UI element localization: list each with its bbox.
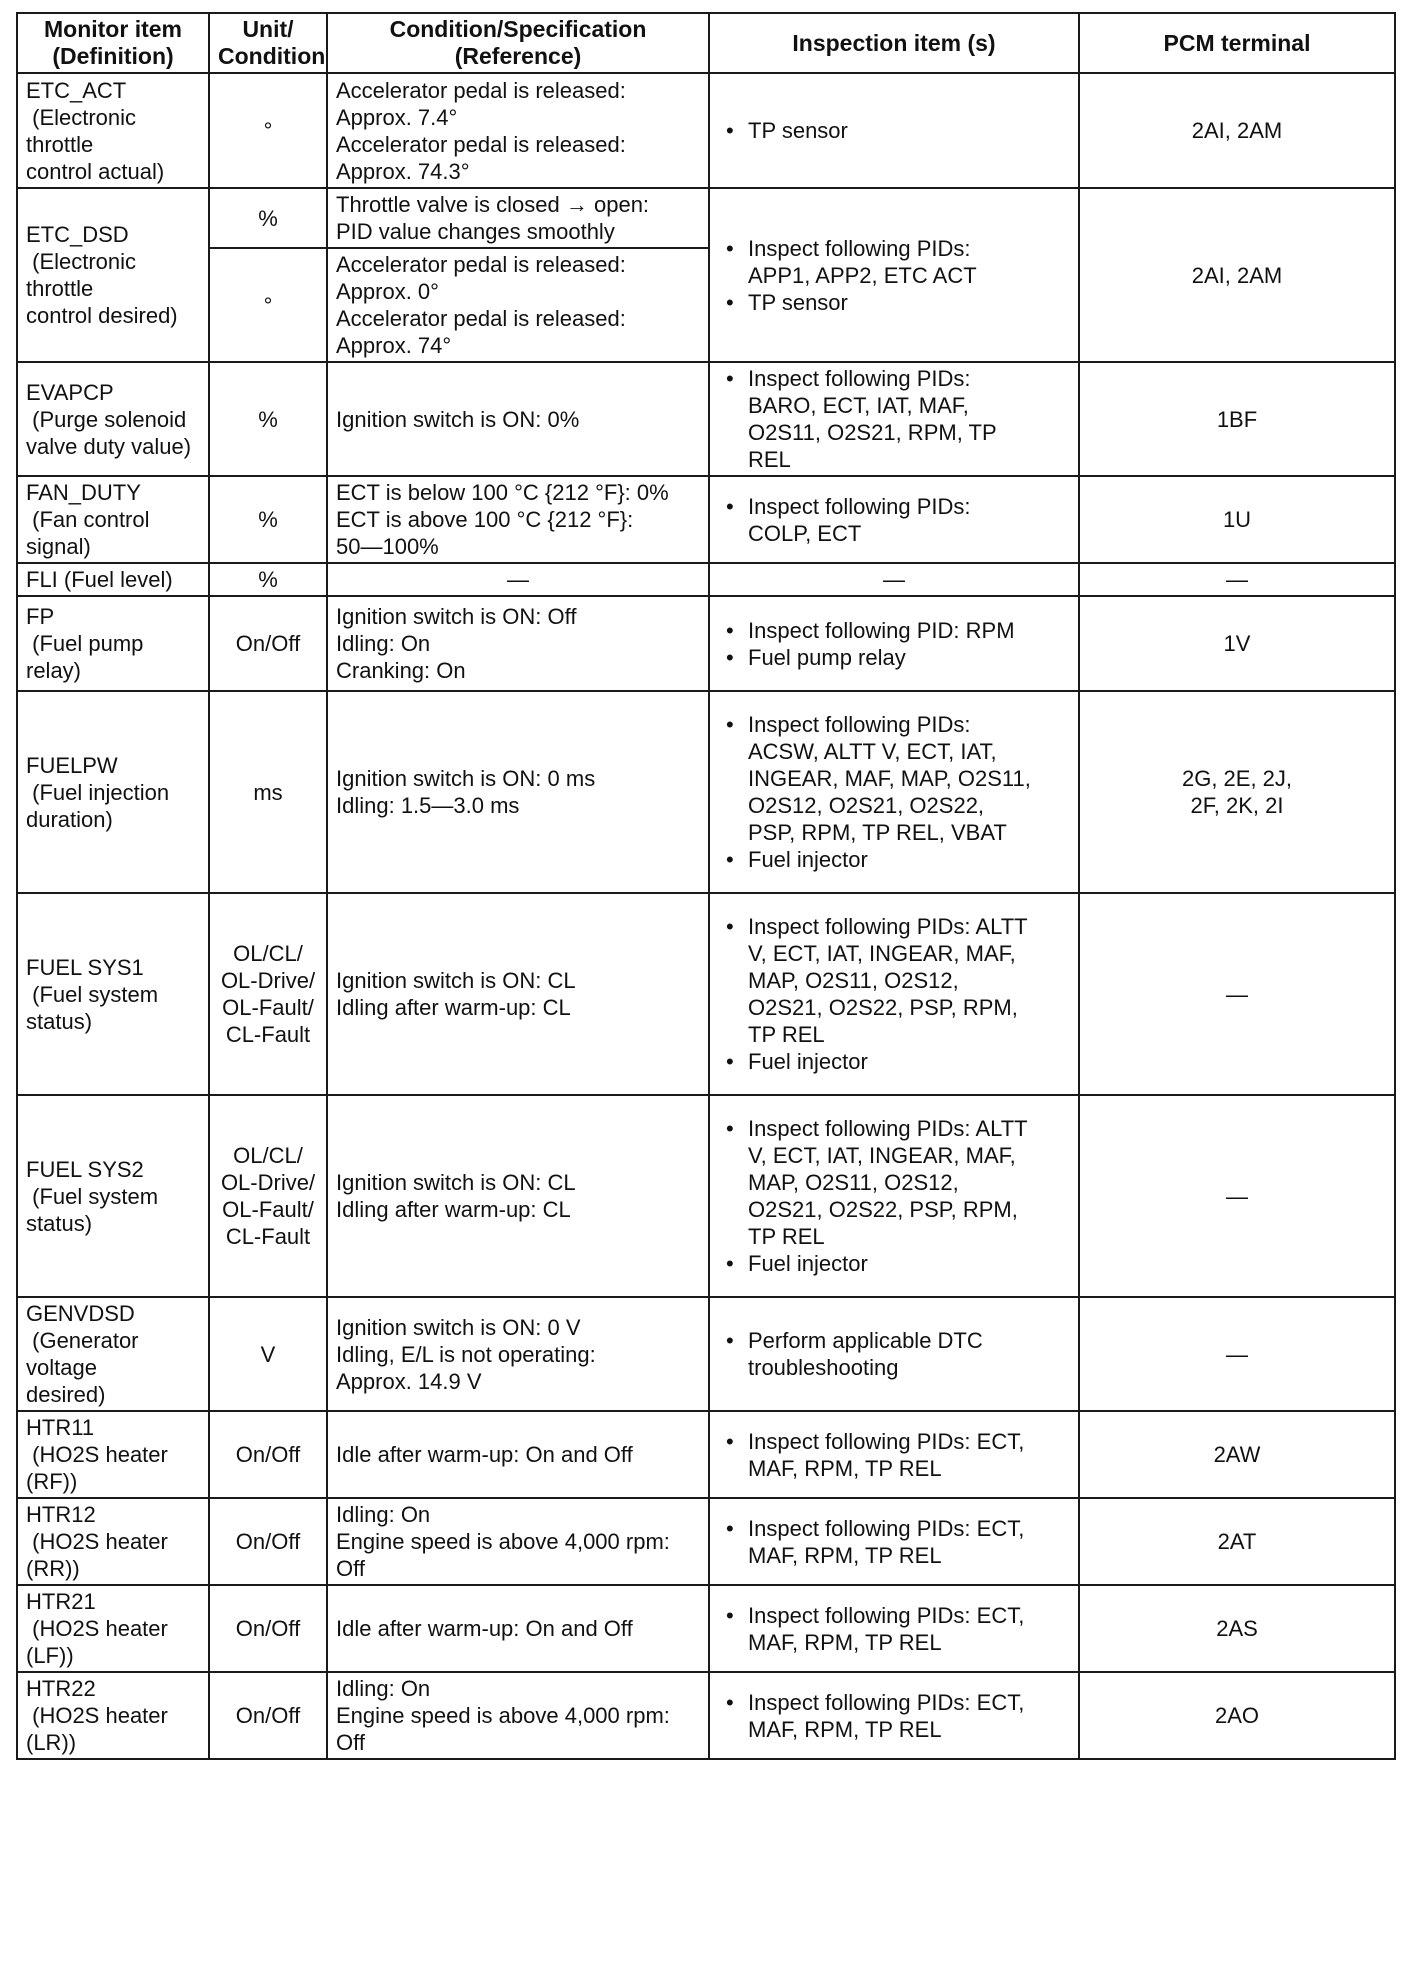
inspection-cell (709, 691, 1079, 893)
monitor-item-cell (17, 563, 209, 596)
inspection-list (718, 1602, 1070, 1656)
list-item (718, 235, 1070, 289)
condition-cell (327, 1095, 709, 1297)
condition-line: Engine speed is above 4,000 rpm: (336, 1703, 670, 1728)
pcm-terminal-line: — (1226, 981, 1248, 1007)
inspection-line: • TP sensor (748, 118, 848, 143)
condition-line: Ignition switch is ON: Off (336, 604, 577, 629)
inspection-line: • Inspect following PIDs: ECT, (748, 1515, 1025, 1541)
monitor-item-line: (Fuel injection (26, 779, 170, 805)
inspection-cell (709, 893, 1079, 1095)
unit-cell (209, 893, 327, 1095)
monitor-item-line: (HO2S heater (RF)) (26, 1442, 174, 1494)
inspection-line: BARO, ECT, IAT, MAF, (748, 393, 969, 418)
inspection-cell (709, 596, 1079, 691)
unit-line: OL-Drive/ (220, 968, 316, 993)
list-item (718, 1048, 1070, 1075)
inspection-line: MAP, O2S11, O2S12, (748, 1170, 959, 1195)
inspection-cell (709, 1498, 1079, 1585)
inspection-line: O2S11, O2S21, RPM, TP (748, 420, 997, 445)
monitor-item-line: (Fuel system status) (26, 1183, 165, 1236)
monitor-item-line: FP (26, 604, 55, 629)
monitor-item-line: control desired) (26, 303, 178, 328)
monitor-item-line: GENVDSD (26, 1301, 135, 1326)
condition-cell (327, 1297, 709, 1411)
condition-line: Ignition switch is ON: CL (336, 1170, 576, 1195)
list-item (718, 117, 1070, 144)
monitor-item-line: valve duty value) (26, 433, 192, 459)
inspection-list (718, 1515, 1070, 1569)
condition-line: Accelerator pedal is released: (336, 252, 626, 277)
unit-cell: % (209, 476, 327, 563)
inspection-line: • Inspect following PIDs: ALTT (748, 1116, 1028, 1141)
monitor-item-line: (Fan control signal) (26, 507, 156, 559)
inspection-list (718, 1115, 1070, 1277)
unit-line: OL/CL/ (233, 1143, 303, 1168)
inspection-line: TP REL (748, 1022, 825, 1047)
condition-line: Approx. 0° (336, 279, 439, 304)
inspection-list (718, 913, 1070, 1075)
monitor-item-line: FLI (Fuel level) (26, 567, 173, 592)
monitor-item-cell (17, 1672, 209, 1759)
inspection-line: • Fuel injector (748, 1049, 868, 1074)
unit-cell (209, 1095, 327, 1297)
monitor-item-line: FUEL SYS1 (26, 954, 144, 980)
unit-cell: ms (209, 691, 327, 893)
unit-cell: V (209, 1297, 327, 1411)
header-pcm-terminal: PCM terminal (1079, 13, 1395, 73)
condition-line: Accelerator pedal is released: (336, 77, 626, 103)
list-item (718, 1115, 1070, 1250)
condition-cell (327, 691, 709, 893)
inspection-line: APP1, APP2, ETC ACT (748, 262, 977, 288)
inspection-list (718, 1689, 1070, 1743)
pcm-terminal-cell (1079, 1585, 1395, 1672)
inspection-line: • Inspect following PIDs: ALTT (748, 914, 1028, 939)
monitor-item-line: EVAPCP (26, 379, 114, 405)
unit-line: OL/CL/ (233, 941, 303, 966)
unit-cell: ° (209, 248, 327, 362)
inspection-line: • Inspect following PIDs: (748, 712, 971, 737)
monitor-item-cell (17, 1095, 209, 1297)
inspection-line: • Inspect following PID: RPM (748, 617, 1015, 643)
list-item (718, 913, 1070, 1048)
table-row (17, 563, 1395, 596)
inspection-line: PSP, RPM, TP REL, VBAT (748, 820, 1007, 845)
pcm-terminal-line: 2AS (1216, 1616, 1258, 1641)
unit-line: CL-Fault (225, 1224, 311, 1249)
monitor-item-line: (HO2S heater (LR)) (26, 1703, 174, 1755)
inspection-line: • Inspect following PIDs: ECT, (748, 1602, 1025, 1628)
monitor-item-line: FUELPW (26, 752, 118, 778)
condition-line: Off (336, 1556, 365, 1581)
condition-line: Throttle valve is closed → open: (336, 192, 650, 217)
monitor-item-cell (17, 1297, 209, 1411)
list-item (718, 617, 1070, 644)
unit-cell: On/Off (209, 1498, 327, 1585)
pcm-terminal-line: 1V (1223, 631, 1251, 656)
condition-cell (327, 73, 709, 188)
pcm-terminal-line: — (1226, 567, 1248, 592)
condition-line: Off (336, 1730, 365, 1755)
inspection-line: V, ECT, IAT, INGEAR, MAF, (748, 941, 1016, 966)
inspection-list (718, 711, 1070, 873)
condition-cell (327, 1585, 709, 1672)
condition-line: Approx. 14.9 V (336, 1368, 482, 1394)
unit-cell: On/Off (209, 1672, 327, 1759)
inspection-line: • Perform applicable DTC (748, 1328, 983, 1353)
inspection-cell (709, 1297, 1079, 1411)
list-item (718, 711, 1070, 846)
pcm-terminal-cell (1079, 362, 1395, 476)
inspection-list (718, 365, 1070, 473)
pcm-terminal-line: 2AW (1213, 1442, 1261, 1467)
pcm-terminal-line: 2AI, 2AM (1191, 118, 1283, 143)
pcm-terminal-cell (1079, 596, 1395, 691)
condition-line: PID value changes smoothly (336, 219, 615, 244)
monitor-item-line: ETC_ACT (26, 77, 127, 103)
table-row (17, 362, 1395, 476)
unit-line: OL-Fault/ (222, 995, 314, 1020)
monitor-item-line: (Fuel pump relay) (26, 631, 150, 683)
condition-cell (327, 362, 709, 476)
inspection-line: • Inspect following PIDs: (748, 366, 971, 391)
list-item (718, 1250, 1070, 1277)
unit-line: OL-Fault/ (222, 1197, 314, 1222)
condition-line: 50—100% (336, 534, 439, 559)
list-item (718, 1689, 1070, 1743)
inspection-line: • Inspect following PIDs: (748, 235, 971, 261)
monitor-item-line: FAN_DUTY (26, 480, 141, 505)
table-body (17, 73, 1395, 1759)
pcm-terminal-cell (1079, 893, 1395, 1095)
unit-cell: % (209, 188, 327, 248)
list-item (718, 1515, 1070, 1569)
pid-monitor-table (16, 12, 1396, 1760)
list-item (718, 1602, 1070, 1656)
inspection-line: MAP, O2S11, O2S12, (748, 968, 959, 993)
unit-line: OL-Drive/ (220, 1170, 316, 1195)
header-condition-specification: Condition/Specification (Reference) (327, 13, 709, 73)
table-row (17, 596, 1395, 691)
monitor-item-line: duration) (26, 806, 113, 832)
unit-line: CL-Fault (225, 1022, 311, 1047)
list-item (718, 289, 1070, 316)
header-inspection-items: Inspection item (s) (709, 13, 1079, 73)
inspection-line: • Fuel pump relay (748, 644, 906, 670)
monitor-item-line: (HO2S heater (RR)) (26, 1529, 174, 1581)
list-item (718, 493, 1070, 547)
inspection-line: • Fuel injector (748, 847, 868, 872)
unit-cell: On/Off (209, 596, 327, 691)
table-row (17, 73, 1395, 188)
inspection-line: • TP sensor (748, 289, 848, 315)
inspection-line: MAF, RPM, TP REL (748, 1542, 942, 1568)
condition-line: Approx. 74° (336, 333, 452, 358)
inspection-cell (709, 362, 1079, 476)
pcm-terminal-line: 2G, 2E, 2J, (1181, 766, 1293, 791)
monitor-item-line: HTR22 (26, 1676, 96, 1701)
pcm-terminal-line: 1U (1222, 507, 1252, 532)
table-row (17, 1411, 1395, 1498)
inspection-cell (709, 1095, 1079, 1297)
condition-line: Cranking: On (336, 658, 466, 683)
monitor-item-line: HTR12 (26, 1502, 96, 1527)
condition-line: ECT is below 100 °C {212 °F}: 0% (336, 480, 669, 505)
pcm-terminal-cell (1079, 1297, 1395, 1411)
condition-line: Idle after warm-up: On and Off (336, 1616, 633, 1641)
condition-line: Accelerator pedal is released: (336, 131, 626, 157)
table-row (17, 1297, 1395, 1411)
condition-cell (327, 476, 709, 563)
pcm-terminal-cell (1079, 188, 1395, 362)
inspection-cell: — (709, 563, 1079, 596)
condition-line: Idling: On (336, 1676, 431, 1701)
inspection-line: TP REL (748, 1224, 825, 1249)
inspection-list (718, 1327, 1070, 1381)
pcm-terminal-cell (1079, 1095, 1395, 1297)
monitor-item-cell (17, 691, 209, 893)
inspection-list (718, 117, 1070, 144)
unit-cell: % (209, 563, 327, 596)
condition-line: Ignition switch is ON: 0 ms (336, 766, 596, 791)
unit-cell: On/Off (209, 1411, 327, 1498)
inspection-line: O2S21, O2S22, PSP, RPM, (748, 995, 1018, 1020)
unit-cell: % (209, 362, 327, 476)
condition-cell (327, 1498, 709, 1585)
monitor-item-cell (17, 362, 209, 476)
header-unit-condition: Unit/ Condition (209, 13, 327, 73)
list-item (718, 365, 1070, 473)
inspection-line: O2S21, O2S22, PSP, RPM, (748, 1197, 1018, 1222)
pcm-terminal-cell (1079, 1411, 1395, 1498)
inspection-line: V, ECT, IAT, INGEAR, MAF, (748, 1143, 1016, 1168)
condition-cell (327, 248, 709, 362)
list-item (718, 846, 1070, 873)
pcm-terminal-line: 1BF (1216, 406, 1258, 432)
condition-cell (327, 563, 709, 596)
condition-cell (327, 893, 709, 1095)
monitor-item-cell (17, 596, 209, 691)
inspection-list (718, 493, 1070, 547)
monitor-item-cell (17, 1498, 209, 1585)
monitor-item-line: FUEL SYS2 (26, 1156, 144, 1182)
table-row (17, 1672, 1395, 1759)
inspection-cell (709, 1672, 1079, 1759)
pcm-terminal-line: 2AT (1217, 1529, 1257, 1554)
pcm-terminal-cell (1079, 691, 1395, 893)
inspection-line: • Fuel injector (748, 1251, 868, 1276)
inspection-cell (709, 476, 1079, 563)
condition-line: Ignition switch is ON: 0 V (336, 1314, 581, 1340)
condition-line: Ignition switch is ON: CL (336, 968, 576, 993)
pcm-terminal-line: 2F, 2K, 2I (1190, 793, 1284, 818)
inspection-list (718, 235, 1070, 316)
pcm-terminal-cell (1079, 563, 1395, 596)
pcm-terminal-line: 2AI, 2AM (1191, 262, 1283, 288)
table-row (17, 893, 1395, 1095)
condition-line: Idling: On (336, 1502, 431, 1527)
monitor-item-cell (17, 476, 209, 563)
inspection-line: COLP, ECT (748, 520, 862, 546)
unit-cell: ° (209, 73, 327, 188)
table-row (17, 691, 1395, 893)
inspection-cell (709, 188, 1079, 362)
inspection-line: MAF, RPM, TP REL (748, 1629, 942, 1655)
condition-cell (327, 188, 709, 248)
inspection-list (718, 1428, 1070, 1482)
monitor-item-line: control actual) (26, 158, 165, 184)
inspection-line: • Inspect following PIDs: ECT, (748, 1689, 1025, 1715)
condition-line: Approx. 7.4° (336, 104, 458, 130)
monitor-item-line: (HO2S heater (LF)) (26, 1616, 174, 1668)
monitor-item-cell (17, 1411, 209, 1498)
pcm-terminal-cell (1079, 1672, 1395, 1759)
monitor-item-line: (Generator voltage (26, 1328, 145, 1380)
condition-line: Idling: On (336, 631, 431, 656)
inspection-line: troubleshooting (748, 1355, 899, 1380)
inspection-line: ACSW, ALTT V, ECT, IAT, (748, 739, 997, 764)
condition-line: Engine speed is above 4,000 rpm: (336, 1529, 670, 1554)
pcm-terminal-line: — (1226, 1183, 1248, 1209)
table-row (17, 1585, 1395, 1672)
list-item (718, 1428, 1070, 1482)
pcm-terminal-cell (1079, 73, 1395, 188)
condition-line: Idling after warm-up: CL (336, 1197, 571, 1222)
inspection-line: • Inspect following PIDs: (748, 493, 971, 519)
monitor-item-line: HTR21 (26, 1589, 96, 1614)
table-row (17, 1095, 1395, 1297)
header-monitor-item: Monitor item (Definition) (17, 13, 209, 73)
inspection-cell (709, 1585, 1079, 1672)
inspection-line: O2S12, O2S21, O2S22, (748, 793, 985, 818)
inspection-line: REL (748, 447, 791, 472)
condition-line: ECT is above 100 °C {212 °F}: (336, 507, 634, 532)
monitor-item-cell (17, 1585, 209, 1672)
condition-cell (327, 1672, 709, 1759)
monitor-item-line: (Electronic throttle (26, 249, 143, 301)
condition-line: Idling, E/L is not operating: (336, 1341, 596, 1367)
condition-cell (327, 1411, 709, 1498)
monitor-item-cell (17, 73, 209, 188)
list-item (718, 644, 1070, 671)
table-row (17, 188, 1395, 248)
header-row (17, 13, 1395, 73)
monitor-item-line: (Fuel system status) (26, 981, 165, 1034)
monitor-item-line: HTR11 (26, 1415, 95, 1440)
pcm-terminal-line: 2AO (1214, 1703, 1260, 1728)
inspection-line: MAF, RPM, TP REL (748, 1455, 942, 1481)
monitor-item-line: ETC_DSD (26, 222, 129, 247)
monitor-item-line: desired) (26, 1382, 106, 1407)
inspection-cell (709, 73, 1079, 188)
condition-line: Idling: 1.5—3.0 ms (336, 793, 520, 818)
monitor-item-cell (17, 188, 209, 362)
table-row (17, 1498, 1395, 1585)
condition-line: Accelerator pedal is released: (336, 306, 626, 331)
pcm-terminal-cell (1079, 476, 1395, 563)
condition-line: Ignition switch is ON: 0% (336, 406, 580, 432)
condition-line: — (507, 567, 529, 592)
pcm-terminal-line: — (1226, 1341, 1248, 1367)
inspection-list (718, 617, 1070, 671)
monitor-item-line: (Purge solenoid (26, 406, 187, 432)
condition-line: Approx. 74.3° (336, 158, 470, 184)
condition-cell (327, 596, 709, 691)
pcm-terminal-cell (1079, 1498, 1395, 1585)
table-row (17, 476, 1395, 563)
inspection-line: MAF, RPM, TP REL (748, 1716, 942, 1742)
unit-cell: On/Off (209, 1585, 327, 1672)
inspection-line: • Inspect following PIDs: ECT, (748, 1428, 1025, 1454)
list-item (718, 1327, 1070, 1381)
inspection-line: INGEAR, MAF, MAP, O2S11, (748, 766, 1031, 791)
condition-line: Idle after warm-up: On and Off (336, 1442, 633, 1467)
condition-line: Idling after warm-up: CL (336, 995, 571, 1020)
monitor-item-cell (17, 893, 209, 1095)
monitor-item-line: (Electronic throttle (26, 104, 143, 157)
inspection-cell (709, 1411, 1079, 1498)
